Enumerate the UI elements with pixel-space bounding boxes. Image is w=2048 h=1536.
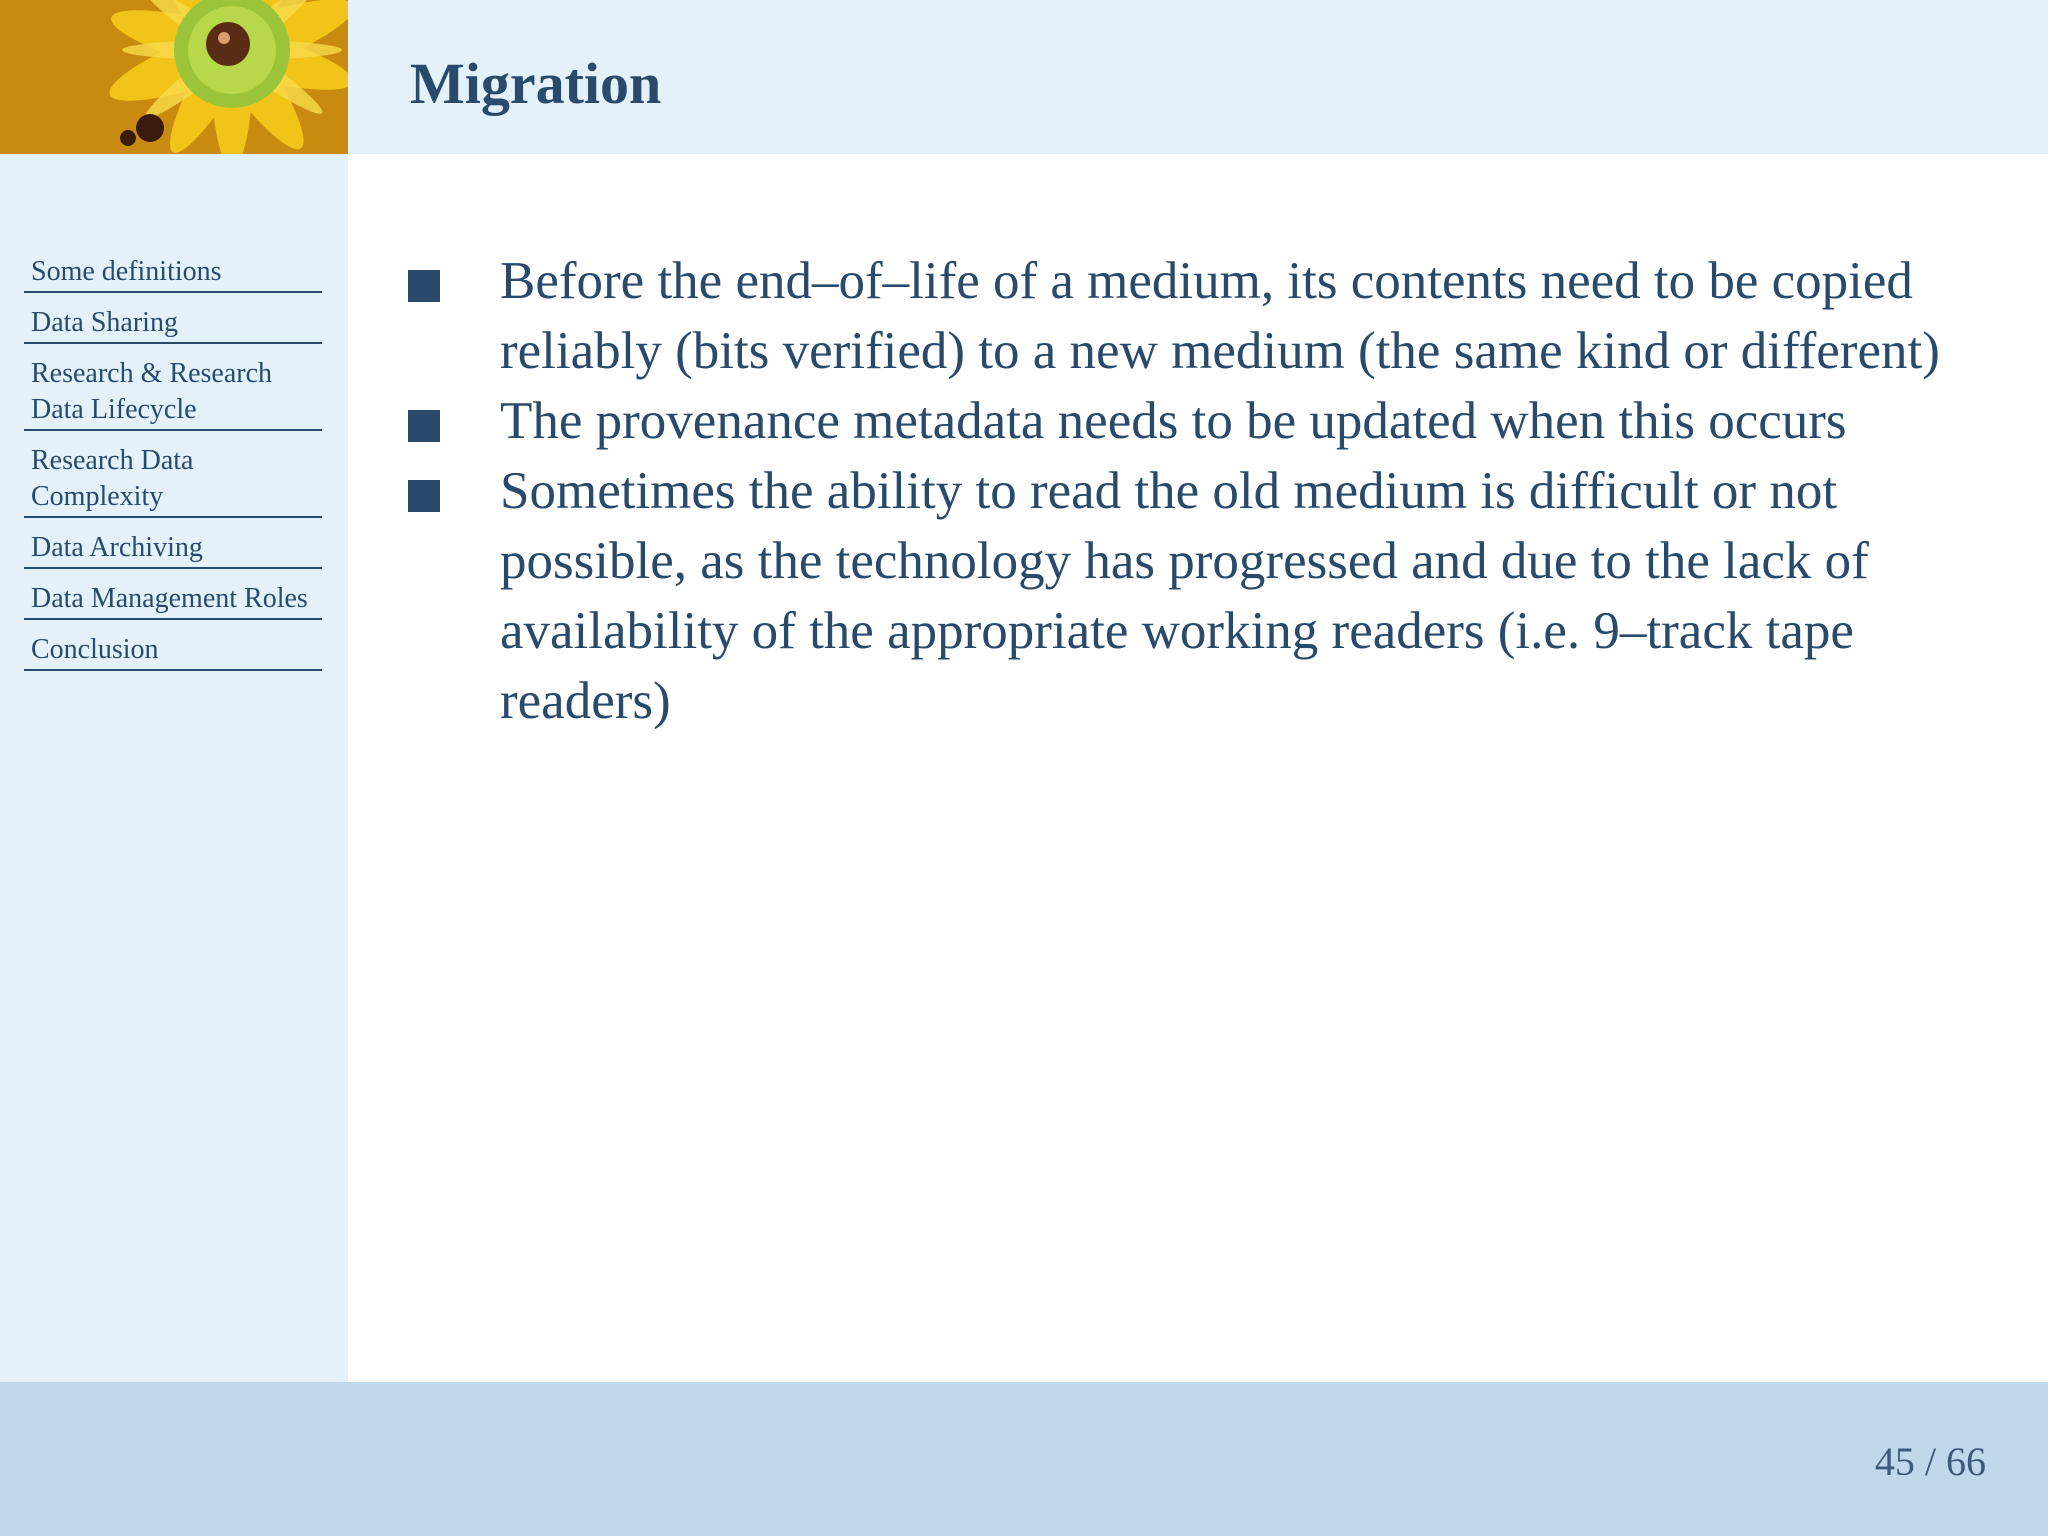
bullet-text: Sometimes the ability to read the old medium is difficult or not possible, as the technology has progressed and due to the lack of availability of the appropriate working readers (i.e. 9–track tape readers) [500,462,1869,730]
bullet-text: Before the end–of–life of a medium, its contents need to be copied reliably (bits verified) to a new medium (the same kind or different) [500,252,1940,380]
bullet-item [408,456,1988,736]
section-nav-list [24,254,322,683]
nav-item-research-data-lifecycle[interactable]: Research & Research Data Lifecycle [24,356,322,431]
sidebar-navigation [0,154,348,1382]
square-bullet-icon [408,410,440,442]
slide-header [348,0,2048,154]
nav-item-conclusion[interactable]: Conclusion [24,632,322,671]
page-number: 45 / 66 [1874,1439,1986,1484]
nav-item-research-data-complexity[interactable]: Research Data Complexity [24,443,322,518]
nav-item-data-sharing[interactable]: Data Sharing [24,305,322,344]
bullet-item [408,386,1988,456]
bullet-text: The provenance metadata needs to be updated when this occurs [500,392,1847,450]
nav-item-data-management-roles[interactable]: Data Management Roles [24,581,322,620]
sunflower-logo-image [0,0,348,154]
slide-title: Migration [410,51,662,116]
bullet-item [408,246,1988,386]
nav-item-some-definitions[interactable]: Some definitions [24,254,322,293]
slide-footer [0,1382,2048,1536]
square-bullet-icon [408,480,440,512]
slide-content [408,246,1988,736]
square-bullet-icon [408,270,440,302]
nav-item-data-archiving[interactable]: Data Archiving [24,530,322,569]
